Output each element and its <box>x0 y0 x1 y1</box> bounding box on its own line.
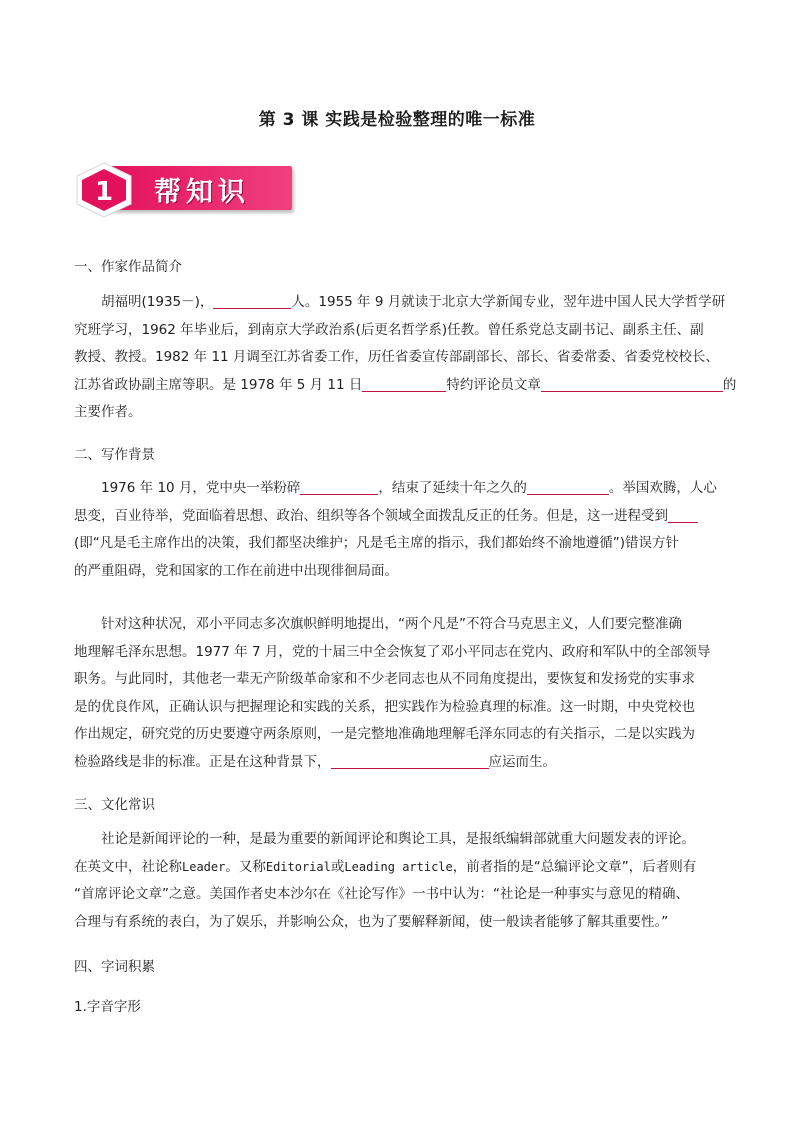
text-line <box>74 475 722 503</box>
hexagon-number-icon <box>74 162 134 218</box>
text-line: 是的优良作风，正确认识与把握理论和实践的关系，把实践作为检验真理的标准。这一时期，中央党校也 <box>74 698 695 715</box>
text-run: Leader <box>182 859 226 874</box>
paragraph-author <box>74 289 737 427</box>
section-heading-vocabulary: 四、字词积累 <box>74 959 155 975</box>
text-run: 江苏省政协副主席等职。是 1978 年 5 月 11 日 <box>74 376 363 393</box>
text-run: 。举国欢腾，人心 <box>608 480 717 496</box>
text-line: 主要作者。 <box>74 404 142 420</box>
section-heading-author: 一、作家作品简介 <box>74 259 182 275</box>
text-line <box>74 372 737 400</box>
text-line: 究班学习，1962 年毕业后，到南京大学政治系(后更名哲学系)任教。曾任系党总支副书记、副系主任、副 <box>74 321 704 338</box>
fill-blank[interactable] <box>541 376 723 392</box>
text-run: 在英文中，社论称 <box>74 858 182 875</box>
fill-blank[interactable] <box>300 479 378 495</box>
page-title: 第 3 课 实践是检验整理的唯一标准 <box>258 110 536 130</box>
text-line: 的严重阻碍，党和国家的工作在前进中出现徘徊局面。 <box>74 562 398 579</box>
text-run: 特约评论员文章 <box>446 376 541 393</box>
text-run: 应运而生。 <box>488 753 556 770</box>
paragraph-background-1 <box>74 475 722 585</box>
paragraph-background-2 <box>74 611 722 776</box>
text-run: 或 <box>330 858 345 875</box>
section-heading-culture: 三、文化常识 <box>74 797 155 813</box>
paragraph-culture <box>74 826 722 936</box>
badge-number: 1 <box>94 177 114 207</box>
text-line: 作出规定，研究党的历史要遵守两条原则，一是完整地准确地理解毛泽东同志的有关指示，二是以实践为 <box>74 726 695 742</box>
text-run: 人。1955 年 9 月就读于北京大学新闻专业，翌年进中国人民大学哲学研 <box>291 294 726 310</box>
subsection-heading-pronunciation: 1.字音字形 <box>74 999 141 1015</box>
text-run: 胡福明(1935－)， <box>101 294 214 310</box>
text-run: Editorial <box>265 859 331 874</box>
text-line: 针对这种状况，邓小平同志多次旗帜鲜明地提出，“两个凡是”不符合马克思主义，人们要完整准确 <box>101 616 682 632</box>
text-line <box>74 749 722 777</box>
text-run: 检验路线是非的标准。正是在这种背景下， <box>74 753 331 770</box>
fill-blank[interactable] <box>362 376 446 392</box>
section-badge <box>72 160 294 220</box>
text-line: “首席评论文章”之意。美国作者史本沙尔在《社论写作》一书中认为：“社论是一种事实与意见的精确、 <box>74 886 689 902</box>
text-run: Leading article <box>344 859 453 874</box>
text-line: 教授、教授。1982 年 11 月调至江苏省委工作，历任省委宣传部副部长、部长、省委常委、省委党校校长、 <box>74 349 719 365</box>
section-heading-background: 二、写作背景 <box>74 447 155 463</box>
text-line: 地理解毛泽东思想。1977 年 7 月，党的十届三中全会恢复了邓小平同志在党内、政府和军队中的全部领导 <box>74 643 711 660</box>
text-line: 职务。与此同时，其他老一辈无产阶级革命家和不少老同志也从不同角度提出，要恢复和发扬党的实事求 <box>74 671 695 687</box>
text-run: 。又称 <box>225 858 266 875</box>
text-run: ，结束了延续十年之久的 <box>378 480 527 496</box>
text-run: ，前者指的是“总编评论文章”，后者则有 <box>452 858 697 875</box>
text-line: 社论是新闻评论的一种，是最为重要的新闻评论和舆论工具，是报纸编辑部就重大问题发表的评论。 <box>101 831 695 847</box>
text-line: 合理与有系统的表白，为了娱乐，并影响公众，也为了要解释新闻，使一般读者能够了解其重要性。” <box>74 913 669 930</box>
badge-label: 帮知识 <box>154 177 250 208</box>
fill-blank[interactable] <box>213 293 291 309</box>
text-line <box>74 289 726 317</box>
text-line: (即“凡是毛主席作出的决策，我们都坚决维护；凡是毛主席的指示，我们都始终不渝地遵循”)错误方针 <box>74 535 680 551</box>
text-run: 的 <box>722 376 737 393</box>
text-line <box>74 854 722 882</box>
fill-blank[interactable] <box>668 507 698 523</box>
text-line <box>74 503 722 531</box>
text-run: 思变，百业待举，党面临着思想、政治、组织等各个领域全面拨乱反正的任务。但是，这一进程受到 <box>74 507 668 524</box>
text-run: 1976 年 10 月，党中央一举粉碎 <box>101 480 301 496</box>
fill-blank[interactable] <box>331 753 489 769</box>
fill-blank[interactable] <box>527 479 609 495</box>
